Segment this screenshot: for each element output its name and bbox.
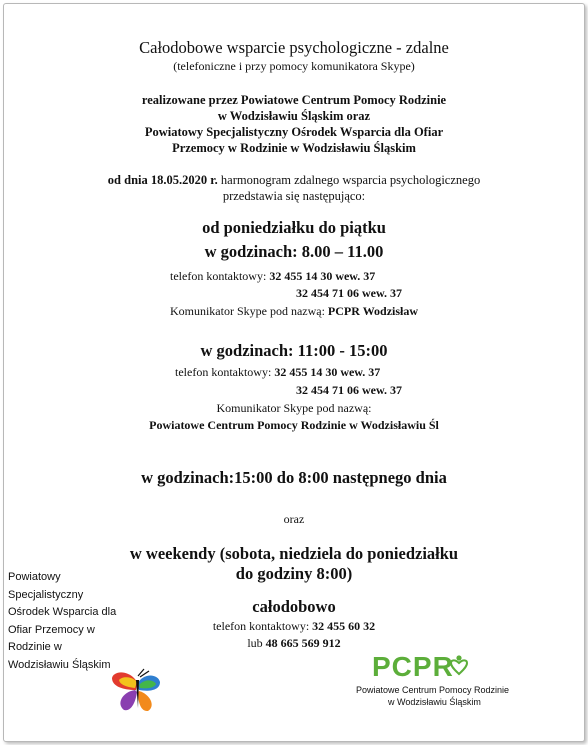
slot1-phone-2: 32 454 71 06 wew. 37 bbox=[296, 286, 402, 300]
slot1-hours: w godzinach: 8.00 – 11.00 bbox=[204, 242, 384, 261]
allday-heading: całodobowo bbox=[252, 597, 336, 616]
slot2-phone-1: 32 455 14 30 wew. 37 bbox=[274, 365, 381, 379]
left-org-line-1: Powiatowy bbox=[8, 571, 61, 583]
weekend-phone: 32 455 60 32 bbox=[312, 619, 376, 633]
left-org-line-5: Rodzinie w bbox=[8, 641, 62, 653]
slot3-hours: w godzinach:15:00 do 8:00 następnego dnia bbox=[141, 468, 447, 487]
slot2-phone-row bbox=[175, 365, 380, 380]
slot1-skype-name: PCPR Wodzisław bbox=[327, 304, 419, 318]
slot1-skype-label: Komunikator Skype pod nazwą: bbox=[169, 304, 328, 318]
page-title: Całodobowe wsparcie psychologiczne - zdalne bbox=[139, 38, 449, 57]
weekdays-heading: od poniedziałku do piątku bbox=[202, 218, 386, 237]
intro-line-2: przedstawia się następująco: bbox=[222, 189, 366, 203]
slot1-phone-row bbox=[170, 269, 375, 284]
slot2-phone-2: 32 454 71 06 wew. 37 bbox=[296, 383, 402, 397]
weekend-alt-label: lub bbox=[247, 636, 266, 650]
page-subtitle: (telefoniczne i przy pomocy komunikatora Skype) bbox=[173, 59, 415, 73]
left-org-name bbox=[8, 569, 116, 674]
weekend-line-1: w weekendy (sobota, niedziela do poniedziałku bbox=[129, 544, 459, 563]
left-org-line-4: Ofiar Przemocy w bbox=[8, 623, 95, 636]
slot1-phone-1: 32 455 14 30 wew. 37 bbox=[269, 269, 376, 283]
logo-acronym: PCPR bbox=[372, 651, 454, 682]
organizer-line-1: realizowane przez Powiatowe Centrum Pomocy Rodzinie bbox=[141, 93, 447, 107]
slot2-hours: w godzinach: 11:00 - 15:00 bbox=[200, 341, 388, 360]
slot1-skype bbox=[0, 304, 588, 319]
start-date: od dnia 18.05.2020 r. bbox=[107, 173, 218, 187]
slot2-skype-name: Powiatowe Centrum Pomocy Rodzinie w Wodzisławiu Śl bbox=[149, 418, 439, 432]
logo-name-line-2: w Wodzisławiu Śląskim bbox=[388, 697, 481, 707]
organizer-line-4: Przemocy w Rodzinie w Wodzisławiu Śląskim bbox=[172, 141, 416, 155]
slot2-skype-label: Komunikator Skype pod nazwą: bbox=[216, 401, 372, 415]
butterfly-icon bbox=[110, 668, 162, 714]
organizer-line-2: w Wodzisławiu Śląskim oraz bbox=[217, 109, 371, 123]
weekend-phone-label: telefon kontaktowy: bbox=[212, 619, 313, 633]
weekend-alt-phone: 48 665 569 912 bbox=[265, 636, 341, 650]
connector-oraz: oraz bbox=[283, 512, 305, 526]
heart-icon bbox=[449, 654, 469, 676]
left-org-line-3: Ośrodek Wsparcia dla bbox=[8, 606, 117, 618]
left-org-line-6: Wodzisławiu Śląskim bbox=[8, 658, 111, 671]
slot1-phone-label: telefon kontaktowy: bbox=[170, 269, 270, 283]
slot2-phone-label: telefon kontaktowy: bbox=[175, 365, 275, 379]
left-org-line-2: Specjalistyczny bbox=[8, 588, 84, 601]
intro-line-1 bbox=[0, 173, 588, 188]
intro-rest: harmonogram zdalnego wsparcia psychologicznego bbox=[217, 173, 481, 187]
weekend-line-2: do godziny 8:00) bbox=[235, 564, 353, 583]
logo-name-line-1: Powiatowe Centrum Pomocy Rodzinie bbox=[356, 685, 510, 695]
organizer-line-3: Powiatowy Specjalistyczny Ośrodek Wsparcia dla Ofiar bbox=[144, 125, 444, 139]
